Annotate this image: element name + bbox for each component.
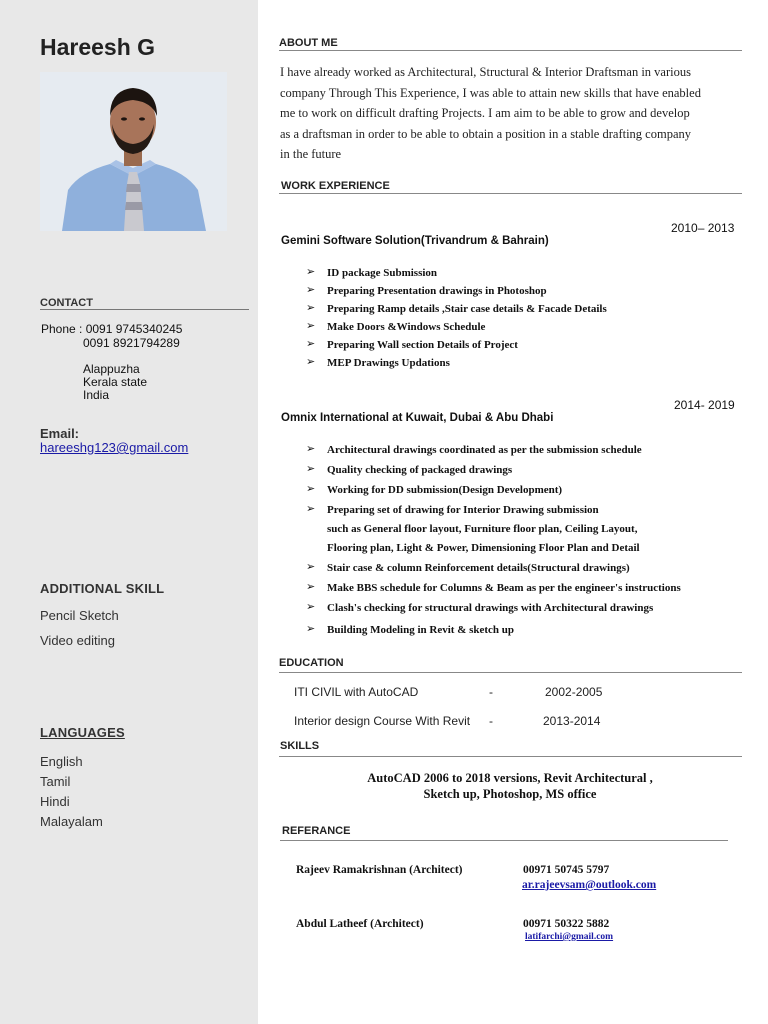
address-country: India [83, 388, 110, 402]
duty-item: ➢ Stair case & column Reinforcement details(Structural drawings) [306, 559, 681, 578]
contact-divider [40, 309, 249, 310]
arrowhead-bullet-icon: ➢ [306, 266, 316, 278]
reference-name: Rajeev Ramakrishnan (Architect) [296, 864, 463, 876]
duty-item: ➢ Preparing Ramp details ,Stair case details & Facade Details [306, 300, 607, 318]
work-experience-heading: WORK EXPERIENCE [281, 180, 390, 192]
languages-heading: LANGUAGES [40, 725, 125, 740]
portrait-illustration [40, 72, 227, 231]
about-line: as a draftsman in order to be able to obtain a position in a stable drafting company [280, 126, 691, 141]
arrowhead-bullet-icon: ➢ [306, 623, 316, 635]
about-heading: ABOUT ME [279, 37, 338, 49]
job-duties-list [306, 441, 681, 640]
arrowhead-bullet-icon: ➢ [306, 503, 316, 515]
arrowhead-bullet-icon: ➢ [306, 320, 316, 332]
reference-phone: 00971 50322 5882 [523, 918, 610, 930]
reference-name: Abdul Latheef (Architect) [296, 918, 424, 930]
contact-heading: CONTACT [40, 297, 93, 309]
work-divider [279, 193, 742, 194]
duty-item: ➢ Preparing Wall section Details of Project [306, 336, 607, 354]
education-course: Interior design Course With Revit [294, 714, 471, 728]
education-years: 2002-2005 [545, 685, 603, 699]
arrowhead-bullet-icon: ➢ [306, 284, 316, 296]
duty-item: ➢ Preparing set of drawing for Interior Drawing submission [306, 501, 681, 520]
education-course: ITI CIVIL with AutoCAD [294, 685, 419, 699]
job-company: Gemini Software Solution(Trivandrum & Bahrain) [281, 235, 549, 247]
skills-heading: SKILLS [280, 740, 320, 752]
education-divider [279, 672, 742, 673]
arrowhead-bullet-icon: ➢ [306, 356, 316, 368]
skills-divider [279, 756, 742, 757]
reference-divider [280, 840, 728, 841]
about-text [280, 62, 740, 165]
skills-line: Sketch up, Photoshop, MS office [423, 787, 597, 801]
duty-item: ➢ Quality checking of packaged drawings [306, 461, 681, 480]
duty-continuation: such as General floor layout, Furniture floor plan, Ceiling Layout, [327, 523, 638, 535]
duty-item: ➢ MEP Drawings Updations [306, 354, 607, 372]
phone-primary: Phone : 0091 9745340245 [41, 322, 183, 336]
reference-phone: 00971 50745 5797 [523, 864, 610, 876]
duty-continuation: Flooring plan, Light & Power, Dimensioning Floor Plan and Detail [327, 542, 640, 554]
arrowhead-bullet-icon: ➢ [306, 561, 316, 573]
duty-item: ➢ ID package Submission [306, 264, 607, 282]
additional-skill-item: Pencil Sketch [40, 608, 119, 623]
arrowhead-bullet-icon: ➢ [306, 463, 316, 475]
skills-line: AutoCAD 2006 to 2018 versions, Revit Architectural , [367, 771, 653, 785]
arrowhead-bullet-icon: ➢ [306, 302, 316, 314]
duty-item: ➢ Make BBS schedule for Columns & Beam as per the engineer's instructions [306, 579, 681, 598]
language-item: Tamil [40, 774, 71, 789]
education-years: 2013-2014 [543, 714, 601, 728]
arrowhead-bullet-icon: ➢ [306, 443, 316, 455]
arrowhead-bullet-icon: ➢ [306, 483, 316, 495]
duty-item: ➢ Make Doors &Windows Schedule [306, 318, 607, 336]
about-divider [279, 50, 742, 51]
address-city: Alappuzha [83, 362, 140, 376]
arrowhead-bullet-icon: ➢ [306, 581, 316, 593]
language-item: English [40, 754, 83, 769]
phone-secondary: 0091 8921794289 [83, 336, 180, 350]
about-line: I have already worked as Architectural, Structural & Interior Draftsman in various [280, 65, 691, 79]
job-years: 2014- 2019 [674, 398, 735, 412]
duty-item: ➢ Working for DD submission(Design Development) [306, 481, 681, 500]
duty-item: ➢ Preparing Presentation drawings in Photoshop [306, 282, 607, 300]
duty-item: ➢ Architectural drawings coordinated as per the submission schedule [306, 441, 681, 460]
job-duties-list [306, 264, 607, 372]
additional-skill-item: Video editing [40, 633, 115, 648]
reference-heading: REFERANCE [282, 825, 351, 837]
arrowhead-bullet-icon: ➢ [306, 601, 316, 613]
address-state: Kerala state [83, 375, 148, 389]
email-label: Email: [40, 426, 80, 441]
candidate-name: Hareesh G [40, 34, 156, 60]
skills-text [280, 770, 740, 802]
additional-skill-heading: ADDITIONAL SKILL [40, 581, 165, 596]
about-line: company Through This Experience, I was able to attain new skills that have enabled [280, 85, 701, 100]
language-item: Malayalam [40, 814, 103, 829]
email-link[interactable]: hareeshg123@gmail.com [40, 440, 189, 455]
reference-email-link[interactable]: ar.rajeevsam@outlook.com [522, 879, 657, 891]
education-heading: EDUCATION [279, 657, 344, 669]
duty-item: ➢ Building Modeling in Revit & sketch up [306, 621, 681, 640]
about-line: me to work on difficult drafting Projects. I am aim to be able to grow and develop [280, 106, 690, 120]
profile-photo [40, 72, 227, 231]
duty-item: ➢ Clash's checking for structural drawings with Architectural drawings [306, 599, 681, 618]
arrowhead-bullet-icon: ➢ [306, 338, 316, 350]
education-dash: - [489, 685, 493, 699]
about-line: in the future [280, 147, 342, 161]
job-years: 2010– 2013 [671, 221, 735, 235]
reference-email-link[interactable]: latifarchi@gmail.com [525, 932, 614, 942]
job-company: Omnix International at Kuwait, Dubai & Abu Dhabi [281, 412, 554, 424]
language-item: Hindi [40, 794, 70, 809]
education-dash: - [489, 714, 493, 728]
